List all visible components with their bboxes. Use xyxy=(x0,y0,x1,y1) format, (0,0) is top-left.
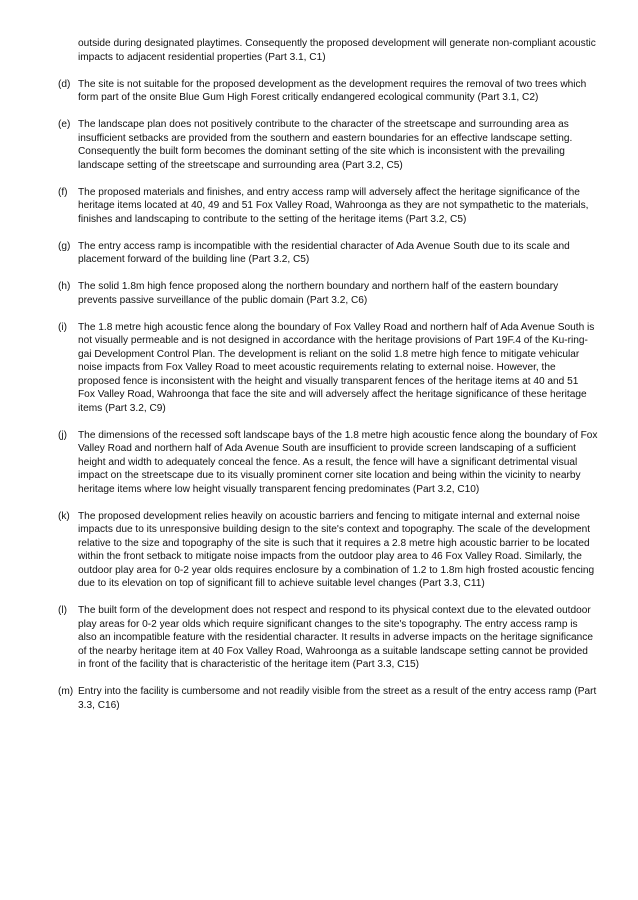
list-item-k xyxy=(58,510,598,591)
item-label: (g) xyxy=(58,240,71,252)
list-item-e xyxy=(58,118,598,172)
item-label: (f) xyxy=(58,186,68,198)
list-item-d xyxy=(58,78,598,105)
item-label: (d) xyxy=(58,78,71,90)
list-item-f xyxy=(58,186,598,227)
item-label: (h) xyxy=(58,281,71,292)
item-label: (e) xyxy=(58,119,71,130)
list-item-l xyxy=(58,604,598,672)
list-item-m xyxy=(58,685,598,712)
item-label: (k) xyxy=(58,510,70,522)
item-label: (i) xyxy=(58,321,67,333)
list-item-i xyxy=(58,321,598,416)
item-label: (m) xyxy=(58,686,74,697)
list-item-j xyxy=(58,429,598,497)
item-text: The entry access ramp is incompatible with the residential character of Ada Avenue South due to its scale and placement forward of the building line (Part 3.2, C5) xyxy=(78,240,570,265)
item-text: The solid 1.8m high fence proposed along the northern boundary and northern half of the eastern boundary prevents passive surveillance of the public domain (Part 3.2, C6) xyxy=(78,281,559,306)
item-text: The dimensions of the recessed soft landscape bays of the 1.8 metre high acoustic fence along the boundary of Fox Valley Road and northern half of Ada Avenue South are insufficient to provide screen landscaping of a sufficient height and width to adequately conceal the fence. As a result, the fence will have a significant detrimental visual impact on the streetscape due to its visually prominent corner site location and being within the vicinity to nearby heritage items where low height visually transparent fencing predominates (Part 3.2, C10) xyxy=(78,429,598,495)
item-text: Entry into the facility is cumbersome and not readily visible from the street as a result of the entry access ramp (Part 3.3, C16) xyxy=(78,686,597,711)
item-text: The proposed development relies heavily on acoustic barriers and fencing to mitigate internal and external noise impacts due to its unresponsive building design to the site's context and topography. The scale of the development relative to the size and topography of the site is such that it requires a 2.8 metre high acoustic barrier to be located within the front setback to mitigate noise impacts from the outdoor play area to 46 Fox Valley Road. Similarly, the outdoor play area for 0-2 year olds requires enclosure by a combination of 1.2 to 1.8m high frosted acoustic fencing due to its elevation on top of significant fill to achieve suitable level changes (Part 3.3, C11) xyxy=(78,510,595,589)
item-text: The 1.8 metre high acoustic fence along the boundary of Fox Valley Road and northern half of Ada Avenue South is not visually permeable and is not designed in accordance with the heritage provisions of Part 19F.4 of the Ku-ring-gai Development Control Plan. The development is reliant on the solid 1.8 metre high fence to mitigate vehicular noise impacts from Fox Valley Road to meet acoustic requirements relating to external noise. However, the proposed fence is inconsistent with the height and visually transparent fences of the heritage items at 40 and 51 Fox Valley Road, Wahroonga that face the site and will adversely affect the heritage significance of these heritage items (Part 3.2, C9) xyxy=(78,321,595,414)
item-text: The built form of the development does not respect and respond to its physical context due to the elevated outdoor play areas for 0-2 year olds which require significant changes to the site's topography. The entry access ramp is also an incompatible feature with the residential character. It results in adverse impacts on the heritage significance of the nearby heritage item at 40 Fox Valley Road, Wahroonga as a suitable landscape setting cannot be provided in front of the facility that is characteristic of the heritage item (Part 3.3, C15) xyxy=(78,605,593,670)
list-item-g xyxy=(58,240,598,267)
document-page xyxy=(58,37,598,712)
continued-paragraph: outside during designated playtimes. Consequently the proposed development will generate non-compliant acoustic impacts to adjacent residential properties (Part 3.1, C1) xyxy=(78,38,596,63)
item-text: The landscape plan does not positively contribute to the character of the streetscape and surrounding area as insufficient setbacks are provided from the southern and eastern boundaries for an effective landscape setting. Consequently the built form becomes the dominant setting of the site which is inconsistent with the prevailing landscape setting of the streetscape and surrounding area (Part 3.2, C5) xyxy=(78,119,573,171)
item-text: The proposed materials and finishes, and entry access ramp will adversely affect the heritage significance of the heritage items located at 40, 49 and 51 Fox Valley Road, Wahroonga as they are not sympathetic to the materials, finishes and landscaping to contribute to the setting of the heritage items (Part 3.2, C5) xyxy=(78,186,589,225)
item-label: (l) xyxy=(58,605,67,616)
item-label: (j) xyxy=(58,429,67,441)
list-item-h xyxy=(58,280,598,307)
item-text: The site is not suitable for the proposed development as the development requires the removal of two trees which form part of the onsite Blue Gum High Forest critically endangered ecological community (Part 3.1, C2) xyxy=(78,78,587,103)
